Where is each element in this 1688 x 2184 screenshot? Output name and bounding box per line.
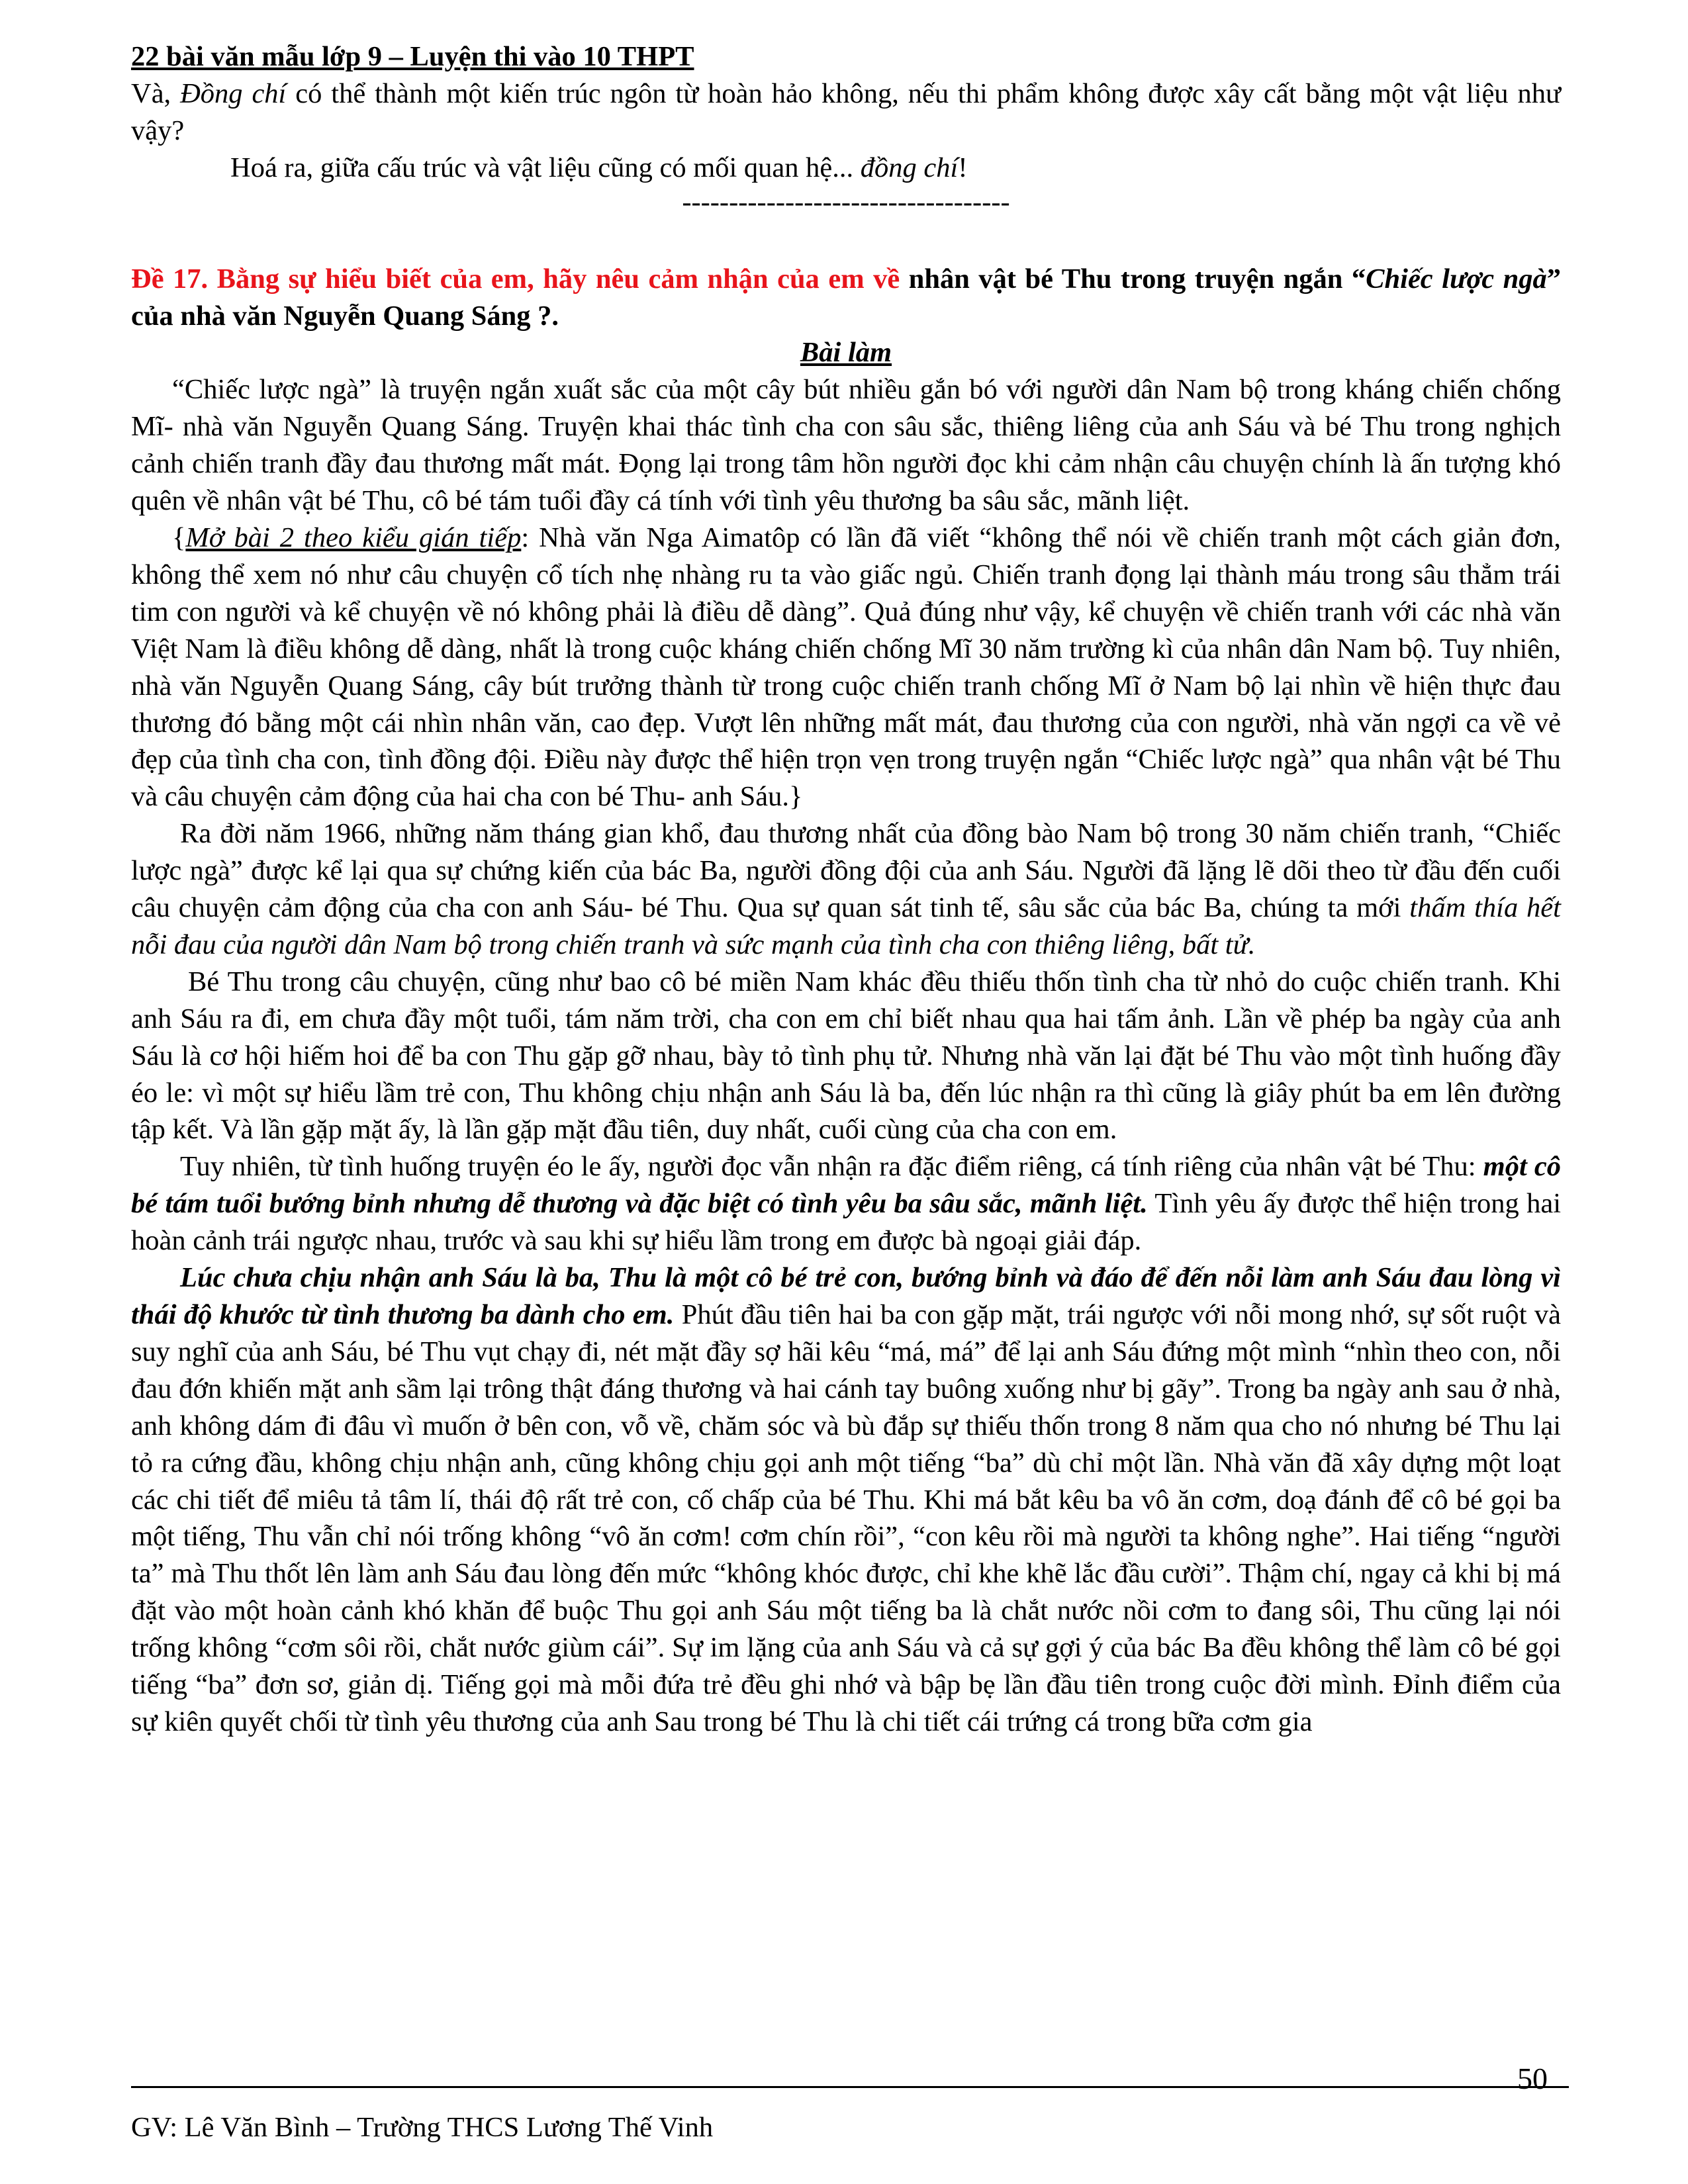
text-run: Ra đời năm 1966, những năm tháng gian khổ, đau thương nhất của đồng bào Nam bộ trong 30 năm chiến tranh, “Chiếc lược ngà” được kể lại qua sự chứng kiến của bác Ba, người đồng đội của anh Sáu. Người đã lặng lẽ dõi theo từ đầu đến cuối câu chuyện cảm động của cha con anh Sáu- bé Thu. Qua sự quan sát tinh tế, sâu sắc của bác Ba, chúng ta mới	[131, 818, 1561, 924]
essay-title: Bài làm	[800, 337, 892, 369]
text-run: Tình yêu ấy được thể hiện trong hai hoàn cảnh trái ngược nhau, trước và sau khi sự hiểu lầm trong em được bà ngoại giải đáp.	[131, 1188, 1561, 1257]
text-run: Và,	[131, 77, 181, 109]
document-page	[131, 38, 1561, 1741]
text-run: : Nhà văn Nga Aimatôp có lần đã viết “không thể nói về chiến tranh một cách giản đơn, không thể xem nó như câu chuyện cổ tích nhẹ nhàng ru ta vào giấc ngủ. Chiến tranh đọng lại thành máu trong sâu thẳm trái tim con người và kể chuyện về nó không phải là điều dễ dàng”. Quả đúng như vậy, kể chuyện về chiến tranh với các nhà văn Việt Nam là điều không dễ dàng, nhất là trong cuộc kháng chiến chống Mĩ 30 năm trường kì của nhân dân Nam bộ. Tuy nhiên, nhà văn Nguyễn Quang Sáng, cây bút trưởng thành từ trong cuộc chiến tranh chống Mĩ ở Nam bộ lại nhìn về hiện thực đau thương đó bằng một cái nhìn nhân văn, cao đẹp. Vượt lên những mất mát, đau thương của con người, nhà văn ngợi ca về vẻ đẹp của tình cha con, tình đồng đội. Điều này được thể hiện trọn vẹn trong truyện ngắn “Chiếc lược ngà” qua nhân vật bé Thu và câu chuyện cảm động của hai cha con bé Thu- anh Sáu.}	[131, 522, 1561, 813]
paragraph-4: Bé Thu trong câu chuyện, cũng như bao cô bé miền Nam khác đều thiếu thốn tình cha từ nhỏ do cuộc chiến tranh. Khi anh Sáu ra đi, em chưa đầy một tuổi, tám năm trời, cha con em chỉ biết nhau qua hai tấm ảnh. Lần về phép ba ngày của anh Sáu là cơ hội hiếm hoi để ba con Thu gặp gỡ nhau, bày tỏ tình phụ tử. Nhưng nhà văn lại đặt bé Thu vào một tình huống đầy éo le: vì một sự hiểu lầm trẻ con, Thu không chịu nhận anh Sáu là ba, đến lúc nhận ra thì cũng là giây phút ba em lên đường tập kết. Và lần gặp mặt ấy, là lần gặp mặt đầu tiên, duy nhất, cuối cùng của cha con em.	[131, 966, 1561, 1146]
text-run-italic: Đồng chí	[180, 77, 287, 109]
text-run-italic: Chiếc lược ngà	[1366, 263, 1547, 295]
text-run: Tuy nhiên, từ tình huống truyện éo le ấy, người đọc vẫn nhận ra đặc điểm riêng, cá tính riêng của nhân vật bé Thu:	[180, 1151, 1483, 1183]
text-run: {	[172, 522, 186, 553]
previous-essay-ending	[131, 75, 1561, 150]
text-run-italic: đồng chí	[860, 152, 959, 183]
paragraph-indirect-intro	[131, 520, 1561, 815]
prompt-number-red: Đề 17. Bằng sự hiểu biết của em, hãy nêu cảm nhận của em về	[131, 263, 900, 295]
document-header: 22 bài văn mẫu lớp 9 – Luyện thi vào 10 THPT	[131, 41, 694, 72]
text-run-italic-underlined: Mở bài 2 theo kiểu gián tiếp	[185, 522, 522, 553]
footer-author: GV: Lê Văn Bình – Trường THCS Lương Thế Vinh	[131, 2112, 714, 2143]
essay-prompt	[131, 261, 1561, 335]
text-run: Hoá ra, giữa cấu trúc và vật liệu cũng có mối quan hệ...	[230, 152, 861, 183]
text-run: nhân vật bé Thu trong truyện ngắn “	[900, 263, 1366, 295]
paragraph-6	[131, 1259, 1561, 1741]
text-run-bold-italic: Lúc chưa chịu nhận anh Sáu là ba, Thu là một cô bé trẻ con, bướng bỉnh và đáo để đến nỗi làm anh Sáu đau lòng vì thái độ khước từ tình thương ba dành cho em.	[131, 1262, 1561, 1330]
text-run: có thể thành một kiến trúc ngôn từ hoàn hảo không, nếu thi phẩm không được xây cất bằng một vật liệu như vậy?	[131, 77, 1561, 146]
section-separator: -----------------------------------	[682, 186, 1010, 218]
text-run: !	[958, 152, 968, 183]
text-run-italic: thấm thía hết nỗi đau của người dân Nam bộ trong chiến tranh và sức mạnh của tình cha con thiêng liêng, bất tử.	[131, 892, 1561, 960]
paragraph-intro: “Chiếc lược ngà” là truyện ngắn xuất sắc của một cây bút nhiều gắn bó với người dân Nam bộ trong kháng chiến chống Mĩ- nhà văn Nguyễn Quang Sáng. Truyện khai thác tình cha con sâu sắc, thiêng liêng của anh Sáu và bé Thu trong nghịch cảnh chiến tranh đầy đau thương mất mát. Đọng lại trong tâm hồn người đọc khi cảm nhận câu chuyện chính là ấn tượng khó quên về nhân vật bé Thu, cô bé tám tuổi đầy cá tính với tình yêu thương ba sâu sắc, mãnh liệt.	[131, 374, 1561, 517]
text-run: Phút đầu tiên hai ba con gặp mặt, trái ngược với nỗi mong nhớ, sự sốt ruột và suy nghĩ của anh Sáu, bé Thu vụt chạy đi, nét mặt đầy sợ hãi kêu “má, má” để lại anh Sáu đứng một mình “nhìn theo con, nỗi đau đớn khiến mặt anh sầm lại trông thật đáng thương và hai cánh tay buông xuống như bị gãy”. Trong ba ngày anh sau ở nhà, anh không dám đi đâu vì muốn ở bên con, vỗ về, chăm sóc và bù đắp sự thiếu thốn trong 8 năm qua cho nó nhưng bé Thu lại tỏ ra cứng đầu, không chịu nhận anh, cũng không chịu gọi anh một tiếng “ba” dù chỉ một lần. Nhà văn đã xây dựng một loạt các chi tiết để miêu tả tâm lí, thái độ rất trẻ con, cố chấp của bé Thu. Khi má bắt kêu ba vô ăn cơm, doạ đánh để cô bé gọi ba một tiếng, Thu vẫn chỉ nói trống không “vô ăn cơm! cơm chín rồi”, “con kêu rồi mà người ta không nghe”. Hai tiếng “người ta” mà Thu thốt lên làm anh Sáu đau lòng đến mức “không khóc được, chỉ khe khẽ lắc đầu cười”. Thậm chí, ngay cả khi bị má đặt vào một hoàn cảnh khó khăn để buộc Thu gọi anh Sáu một tiếng ba là chắt nước nồi cơm to đang sôi, Thu cũng lại nói trống không “cơm sôi rồi, chắt nước giùm cái”. Sự im lặng của anh Sáu và cả sự gợi ý của bác Ba đều không thể làm cô bé gọi tiếng “ba” đơn sơ, giản dị. Tiếng gọi mà mỗi đứa trẻ đều ghi nhớ và bập bẹ lần đầu tiên trong cuộc đời mình. Đỉnh điểm của sự kiên quyết chối từ tình yêu thương của anh Sau trong bé Thu là chi tiết cái trứng cá trong bữa cơm gia	[131, 1299, 1561, 1737]
previous-essay-closing	[131, 150, 1561, 187]
text-run: ” của nhà văn Nguyễn Quang Sáng ?.	[131, 263, 1561, 332]
footer-divider	[131, 2086, 1569, 2088]
paragraph-3	[131, 815, 1561, 964]
text-run-bold-italic: một cô bé tám tuổi bướng bỉnh nhưng dễ thương và đặc biệt có tình yêu ba sâu sắc, mãnh liệt.	[131, 1151, 1561, 1220]
paragraph-5	[131, 1148, 1561, 1259]
page-number: 50	[1517, 2062, 1548, 2095]
